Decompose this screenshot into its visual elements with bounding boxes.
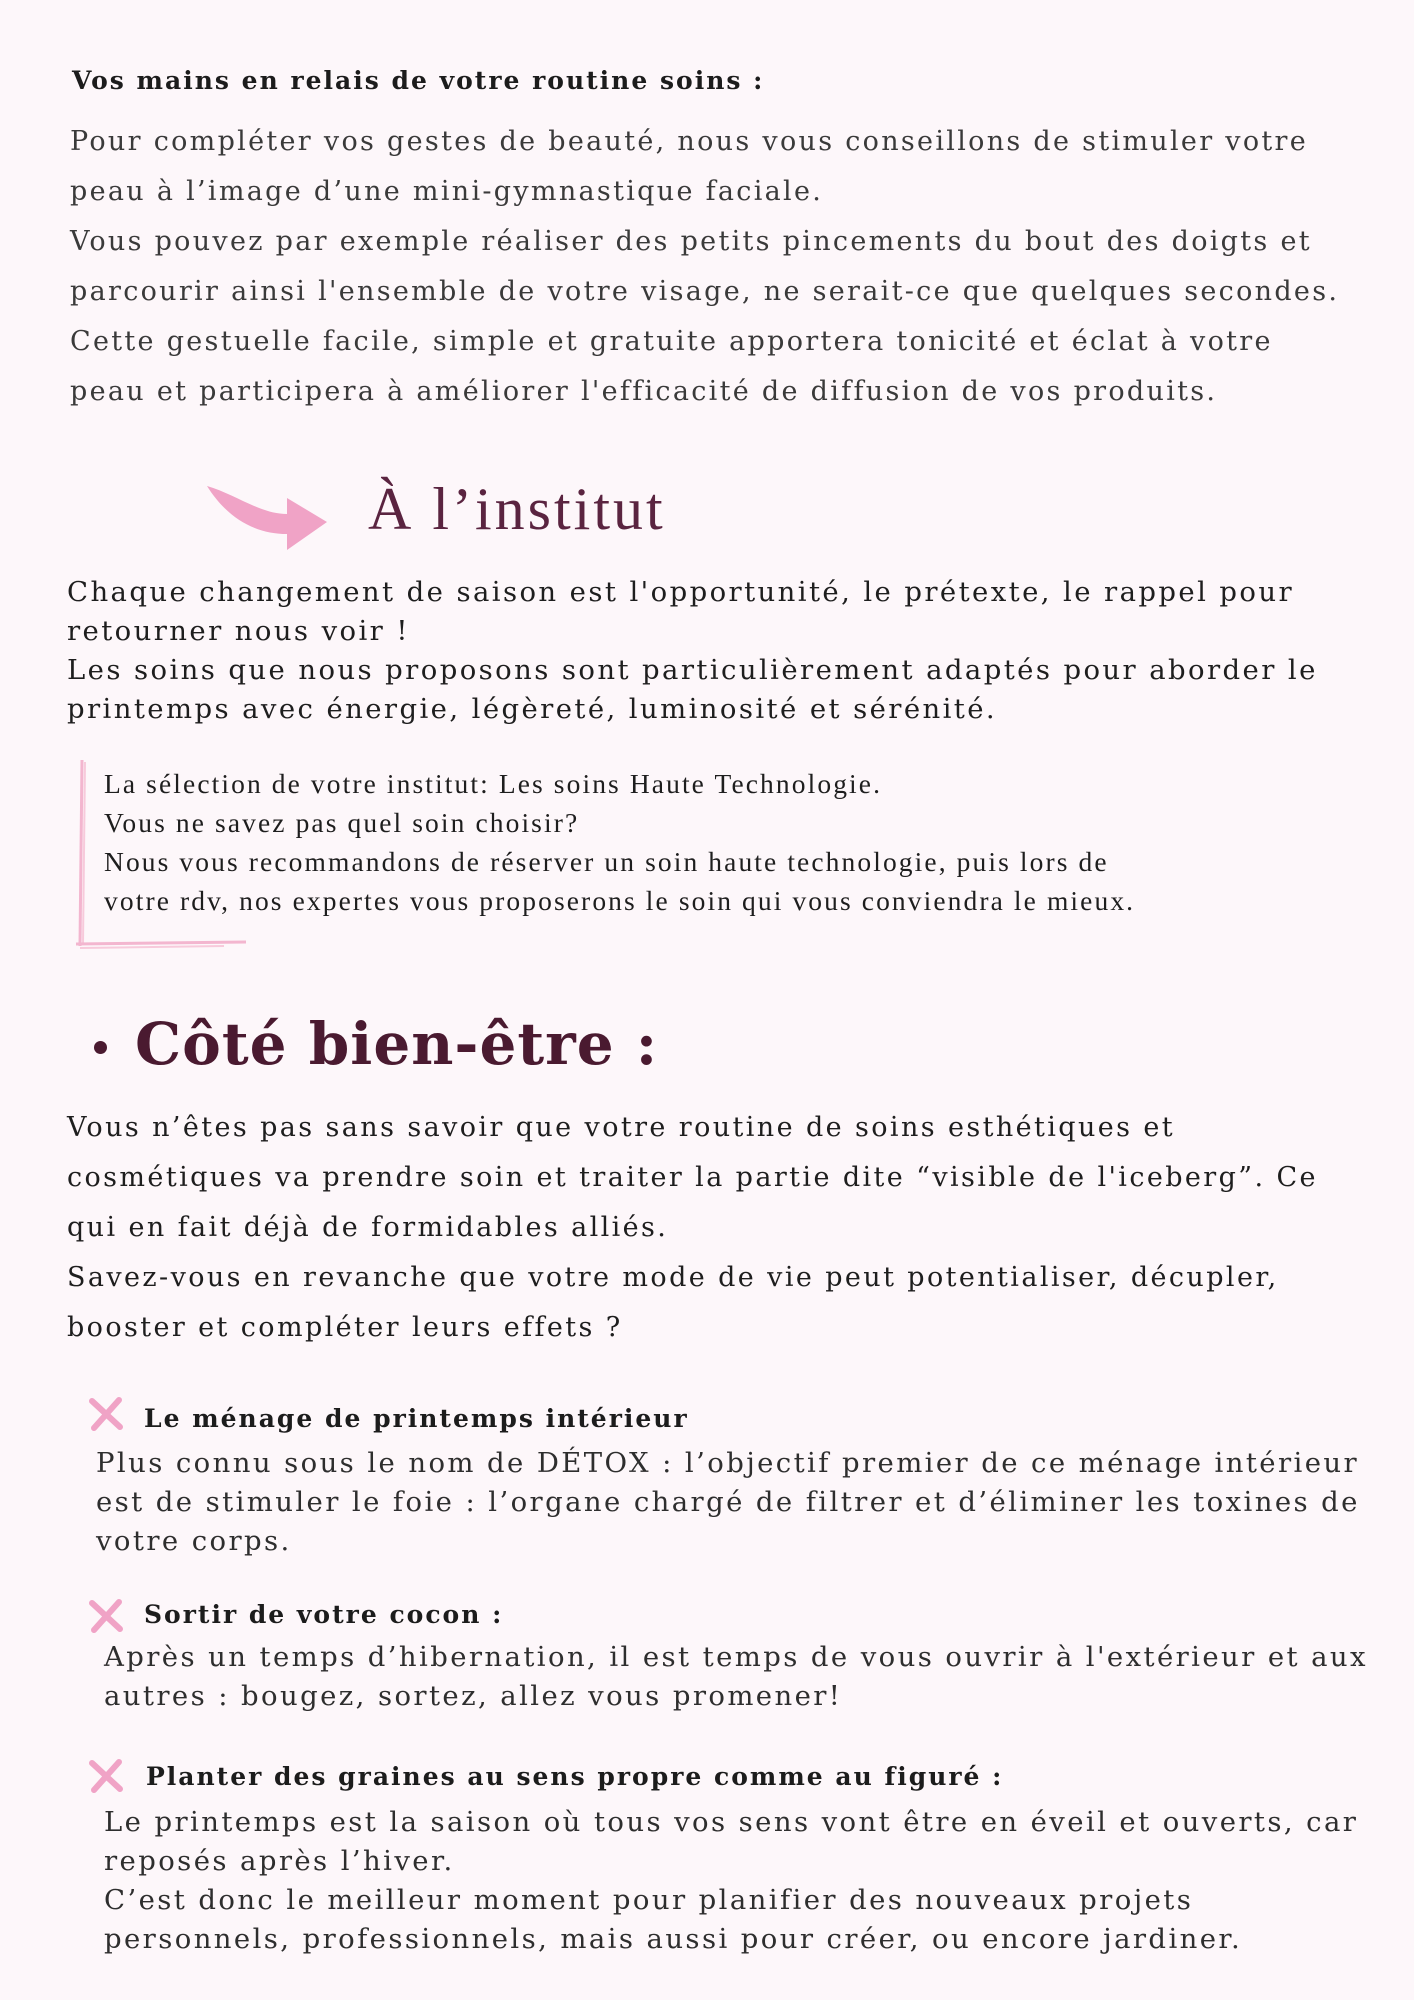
institut-section-text <box>67 573 1387 729</box>
text-line: parcourir ainsi l'ensemble de votre visage, ne serait-ce que quelques secondes. <box>70 276 1340 307</box>
wellness-item-title: Sortir de votre cocon : <box>144 1600 504 1629</box>
wellness-item-text <box>104 1638 1404 1716</box>
text-line: Le printemps est la saison où tous vos sens vont être en éveil et ouverts, car <box>104 1806 1359 1838</box>
text-line: cosmétiques va prendre soin et traiter la partie dite “visible de l'iceberg”. Ce <box>67 1162 1318 1193</box>
text-line: Plus connu sous le nom de DÉTOX : l’objectif premier de ce ménage intérieur <box>96 1447 1360 1479</box>
wellness-item-title: Le ménage de printemps intérieur <box>144 1404 689 1433</box>
text-line: C’est donc le meilleur moment pour planifier des nouveaux projets <box>104 1884 1194 1916</box>
wellness-item-text <box>104 1803 1404 1959</box>
text-line: Chaque changement de saison est l'opportunité, le prétexte, le rappel pour <box>67 576 1295 608</box>
arrow-right-icon <box>205 480 330 552</box>
text-line: Savez-vous en revanche que votre mode de vie peut potentialiser, décupler, <box>67 1262 1279 1293</box>
wellness-section-text <box>67 1103 1387 1353</box>
text-line: est de stimuler le foie : l’organe chargé de filtrer et d’éliminer les toxines de <box>96 1486 1360 1518</box>
text-line: booster et compléter leurs effets ? <box>67 1312 623 1343</box>
quote-line: Nous vous recommandons de réserver un soin haute technologie, puis lors de <box>104 846 1109 877</box>
hands-section-text <box>70 117 1370 417</box>
quote-line: Vous ne savez pas quel soin choisir? <box>104 807 580 838</box>
institut-section-title: À l’institut <box>368 476 666 542</box>
text-line: printemps avec énergie, légèreté, luminosité et sérénité. <box>67 693 998 725</box>
text-line: Vous pouvez par exemple réaliser des petits pincements du bout des doigts et <box>70 226 1312 257</box>
text-line: autres : bougez, sortez, allez vous promener! <box>104 1680 843 1712</box>
text-line: peau et participera à améliorer l'efficacité de diffusion de vos produits. <box>70 376 1218 407</box>
quote-line: La sélection de votre institut: Les soins Haute Technologie. <box>104 768 883 799</box>
cross-mark-icon <box>88 1758 124 1794</box>
cross-mark-icon <box>88 1598 124 1634</box>
text-line: qui en fait déjà de formidables alliés. <box>67 1212 669 1243</box>
text-line: Cette gestuelle facile, simple et gratuite apportera tonicité et éclat à votre <box>70 326 1273 357</box>
wellness-section-title: Côté bien-être : <box>135 1010 659 1078</box>
text-line: retourner nous voir ! <box>67 615 410 647</box>
text-line: Les soins que nous proposons sont particulièrement adaptés pour aborder le <box>67 654 1318 686</box>
text-line: reposés après l’hiver. <box>104 1845 455 1877</box>
text-line: peau à l’image d’une mini-gymnastique faciale. <box>70 176 824 207</box>
wellness-item-text <box>96 1444 1396 1561</box>
text-line: personnels, professionnels, mais aussi pour créer, ou encore jardiner. <box>104 1923 1243 1955</box>
text-line: Pour compléter vos gestes de beauté, nous vous conseillons de stimuler votre <box>70 126 1309 157</box>
bullet-dot-icon <box>94 1041 107 1054</box>
text-line: votre corps. <box>96 1525 292 1557</box>
wellness-item-title: Planter des graines au sens propre comme au figuré : <box>146 1762 1004 1791</box>
cross-mark-icon <box>88 1396 124 1432</box>
hands-section-title: Vos mains en relais de votre routine soins : <box>72 66 765 95</box>
text-line: Vous n’êtes pas sans savoir que votre routine de soins esthétiques et <box>67 1112 1176 1143</box>
institut-recommendation-quote <box>104 764 1394 920</box>
quote-line: votre rdv, nos expertes vous proposerons le soin qui vous conviendra le mieux. <box>104 885 1136 916</box>
text-line: Après un temps d’hibernation, il est temps de vous ouvrir à l'extérieur et aux <box>104 1641 1368 1673</box>
